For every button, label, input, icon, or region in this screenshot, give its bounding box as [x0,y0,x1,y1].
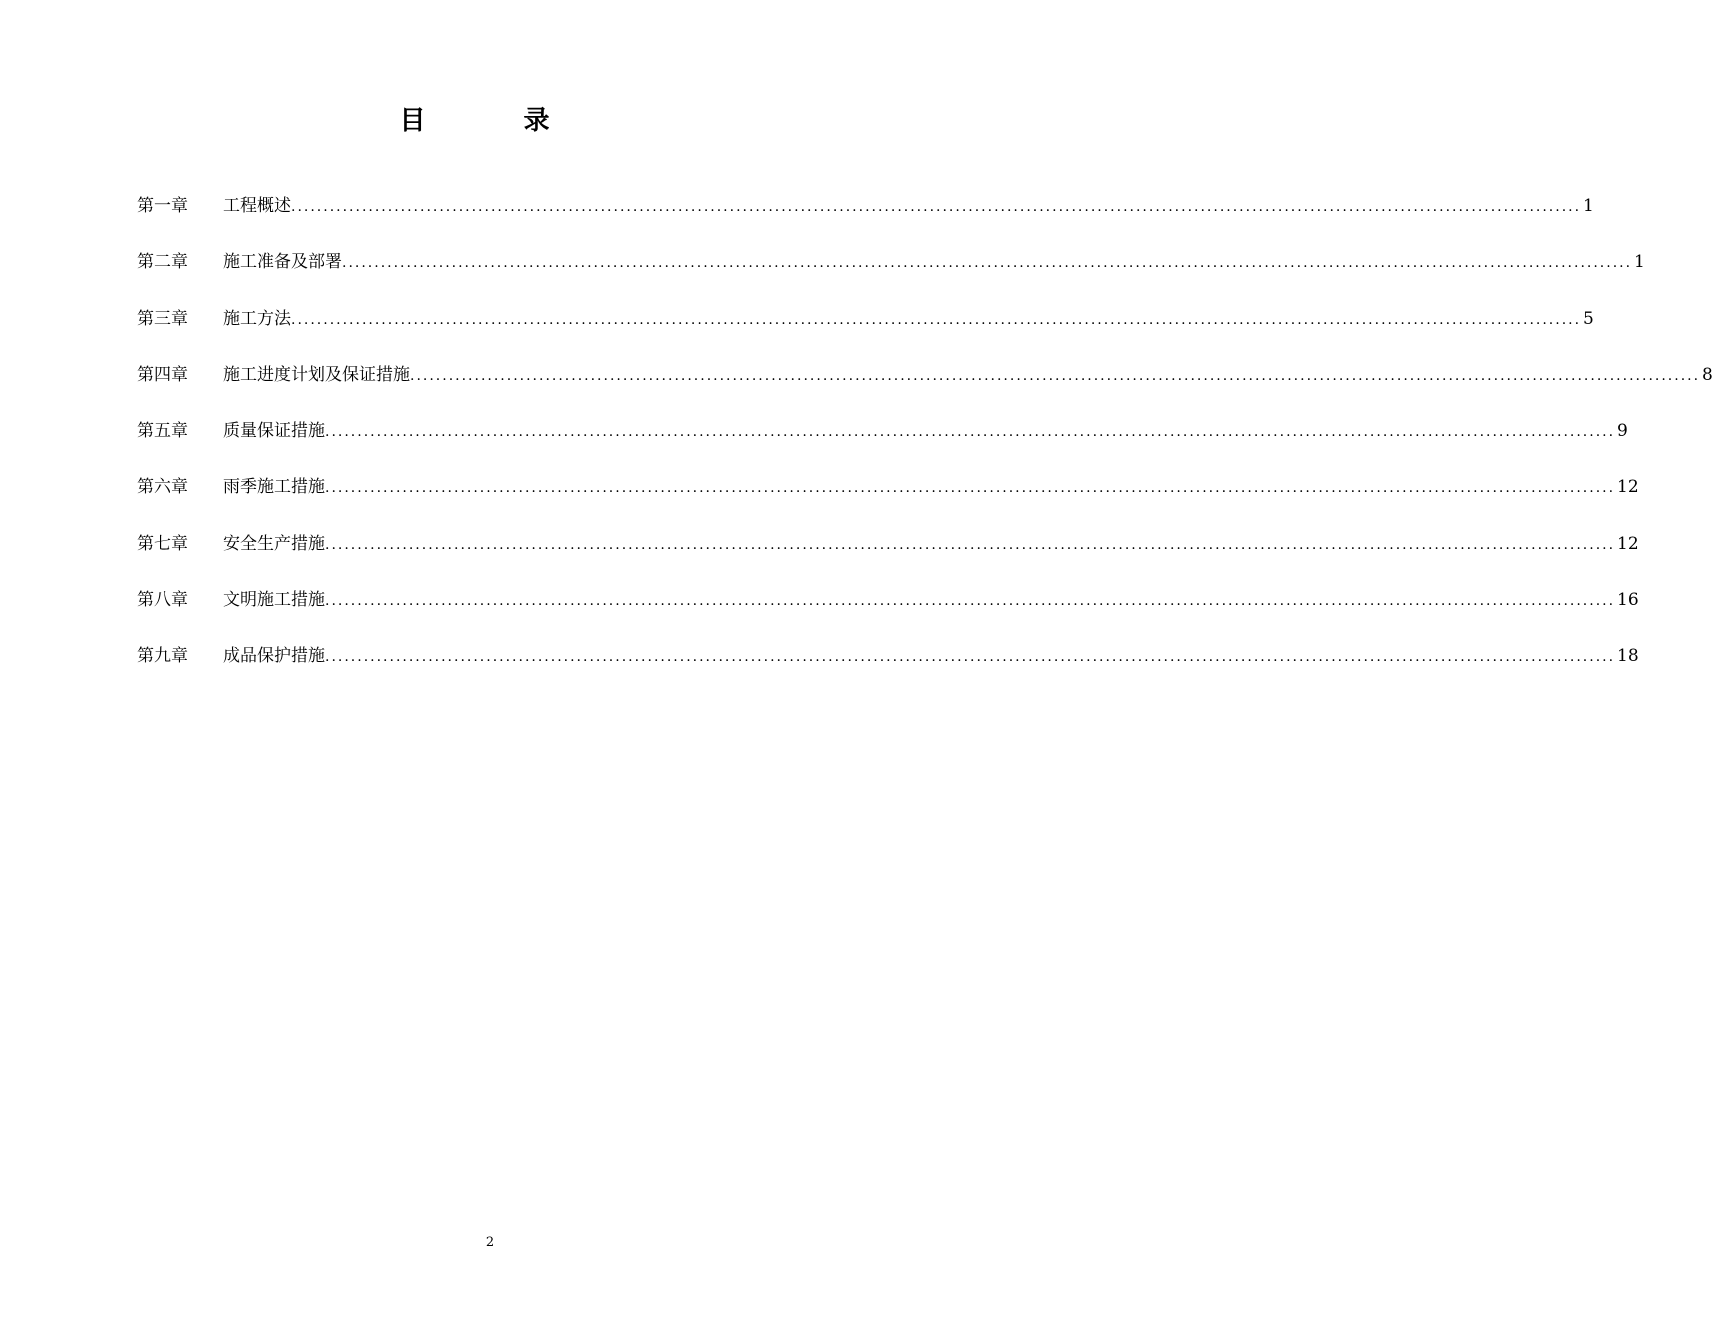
chapter-page-number: 18 [1617,646,1639,667]
chapter-title: 施工准备及部署 [223,252,342,273]
chapter-title: 雨季施工措施 [223,477,325,498]
dot-leader: ........................................................................................................................................................................................................ [342,255,1633,272]
dot-leader: ........................................................................................................................................................................................................ [325,649,1616,666]
chapter-page-number: 1 [1634,252,1645,273]
chapter-title: 安全生产措施 [223,533,325,554]
chapter-title: 施工进度计划及保证措施 [223,364,410,385]
toc-entry-6[interactable] [137,473,1639,529]
toc-entry-3[interactable] [137,305,1594,361]
page-number-footer: 2 [485,1235,495,1250]
chapter-number: 第七章 [137,533,188,554]
chapter-title: 质量保证措施 [223,421,325,442]
chapter-number: 第四章 [137,364,188,385]
dot-leader: ........................................................................................................................................................................................................ [325,593,1616,610]
toc-entry-1[interactable] [137,192,1594,248]
chapter-page-number: 12 [1617,533,1639,554]
chapter-title: 工程概述 [223,196,291,216]
chapter-page-number: 8 [1702,364,1713,385]
toc-entry-2[interactable] [137,248,1645,304]
toc-entry-7[interactable] [137,530,1639,586]
dot-leader: ........................................................................................................................................................................................................ [291,311,1582,328]
dot-leader: ........................................................................................................................................................................................................ [325,536,1616,553]
chapter-number: 第九章 [137,646,188,667]
chapter-number: 第一章 [137,196,188,216]
toc-entry-4[interactable] [137,361,1713,417]
chapter-number: 第三章 [137,308,188,329]
dot-leader: ........................................................................................................................................................................................................ [325,424,1616,441]
page-title: 目 录 [399,106,586,136]
toc-entry-5[interactable] [137,417,1628,473]
chapter-number: 第六章 [137,477,188,498]
chapter-title: 成品保护措施 [223,646,325,667]
chapter-page-number: 16 [1617,590,1639,611]
dot-leader: ........................................................................................................................................................................................................ [325,480,1616,497]
chapter-title: 文明施工措施 [223,590,325,611]
toc-entry-9[interactable] [137,642,1639,698]
chapter-title: 施工方法 [223,308,291,329]
table-of-contents [137,192,1713,699]
chapter-number: 第八章 [137,590,188,611]
chapter-page-number: 5 [1583,308,1594,329]
chapter-page-number: 9 [1617,421,1628,442]
chapter-number: 第五章 [137,421,188,442]
chapter-number: 第二章 [137,252,188,273]
dot-leader: ........................................................................................................................................................................................................ [410,367,1701,384]
chapter-page-number: 1 [1583,196,1594,216]
dot-leader: ........................................................................................................................................................................................................ [291,199,1582,215]
toc-entry-8[interactable] [137,586,1639,642]
chapter-page-number: 12 [1617,477,1639,498]
